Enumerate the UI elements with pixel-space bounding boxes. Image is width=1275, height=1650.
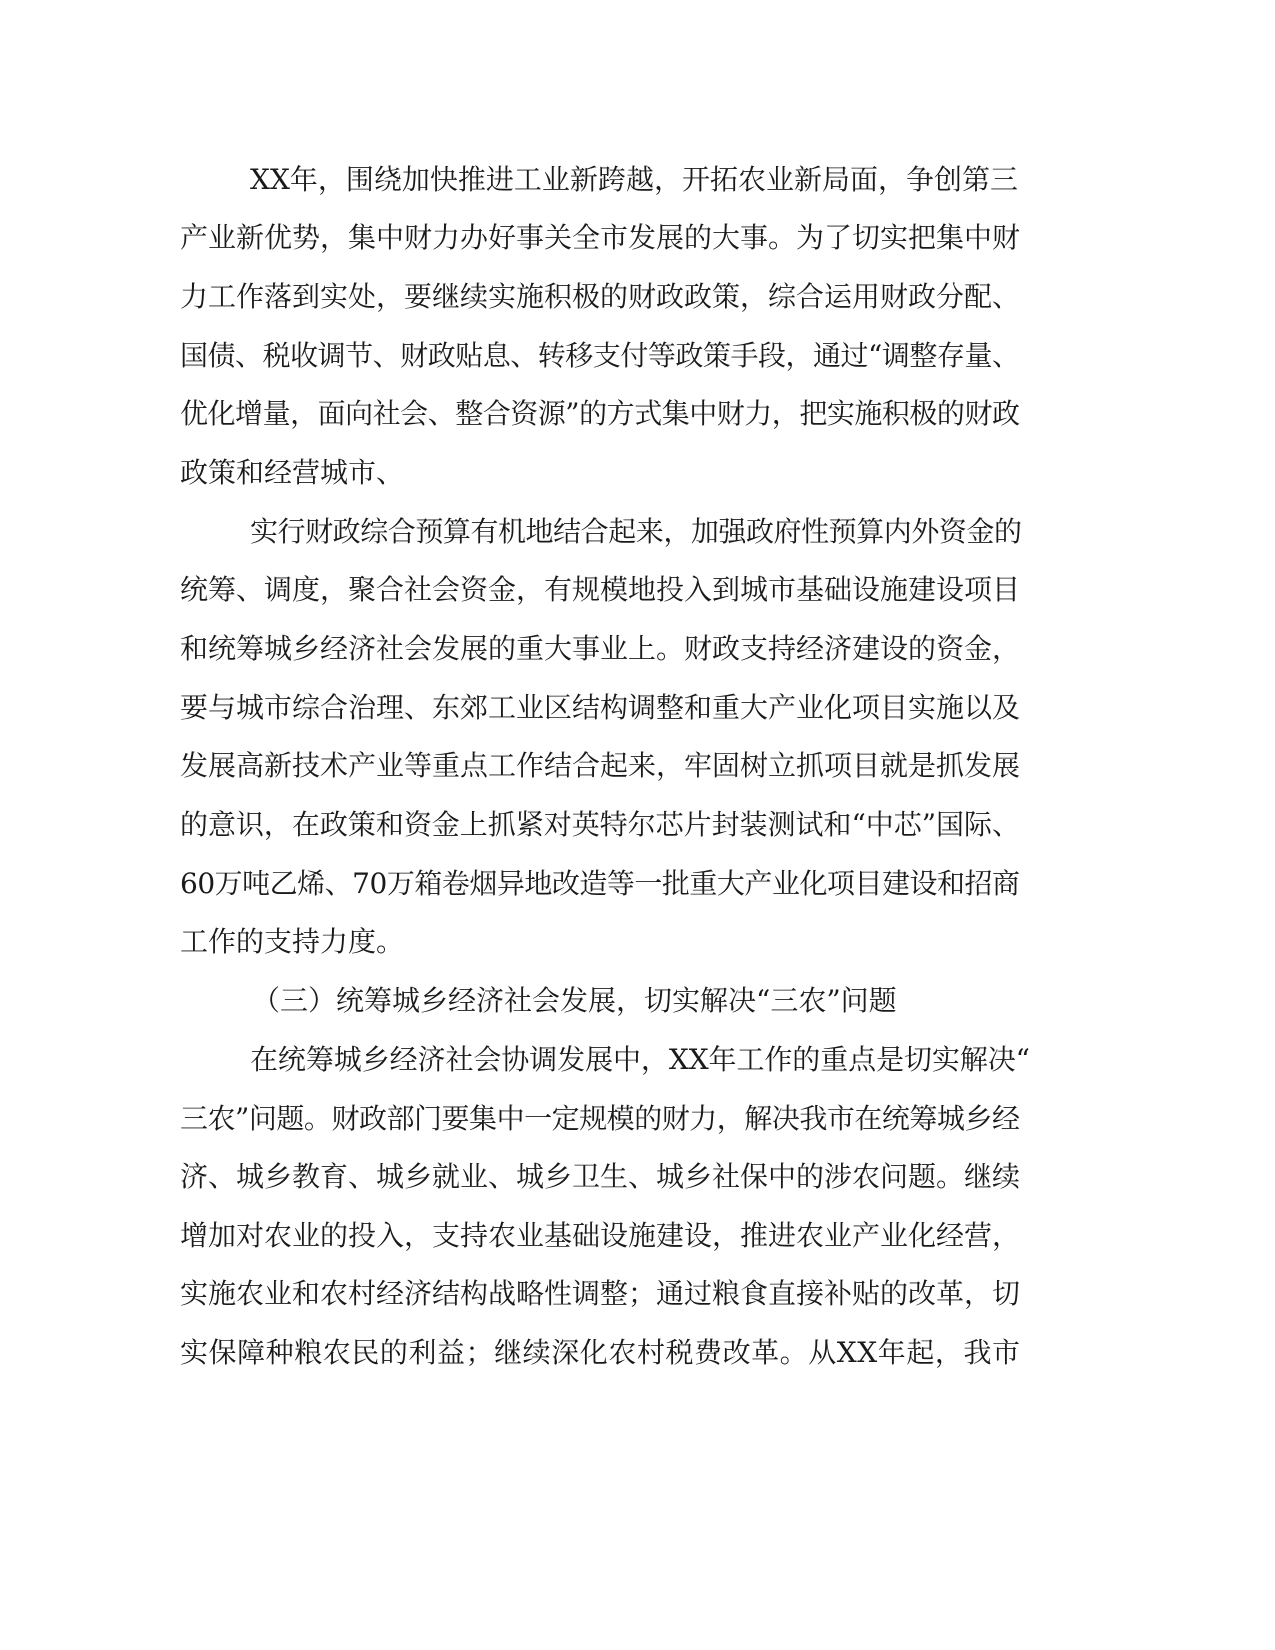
paragraph-2-line <box>0 862 1275 906</box>
paragraph-2-line <box>0 510 1275 554</box>
paragraph-2-line <box>0 920 1275 964</box>
paragraph-2-line <box>0 744 1275 788</box>
heading-text: （三）统筹城乡经济社会发展，切实解决“三农”问题 <box>252 984 897 1017</box>
text-line: 和统筹城乡经济社会发展的重大事业上。财政支持经济建设的资金， <box>180 632 1020 665</box>
section-heading <box>0 979 1275 1023</box>
text-line: 统筹、调度，聚合社会资金，有规模地投入到城市基础设施建设项目 <box>180 573 1020 606</box>
text-line: 发展高新技术产业等重点工作结合起来，牢固树立抓项目就是抓发展 <box>180 749 1020 782</box>
paragraph-1-line <box>0 158 1275 202</box>
paragraph-2-line <box>0 803 1275 847</box>
text-line: 增加对农业的投入，支持农业基础设施建设，推进农业产业化经营， <box>180 1219 1020 1252</box>
paragraph-1-line <box>0 275 1275 319</box>
paragraph-3-line <box>0 1155 1275 1199</box>
text-line: 实施农业和农村经济结构战略性调整；通过粮食直接补贴的改革，切 <box>180 1277 1020 1310</box>
paragraph-3-line <box>0 1331 1275 1375</box>
paragraph-2-line <box>0 627 1275 671</box>
paragraph-2-line <box>0 568 1275 612</box>
text-line: 产业新优势，集中财力办好事关全市发展的大事。为了切实把集中财 <box>180 221 1020 254</box>
text-line: 实保障种粮农民的利益；继续深化农村税费改革。从XX年起，我市 <box>180 1336 1021 1369</box>
text-line: XX年，围绕加快推进工业新跨越，开拓农业新局面，争创第三 <box>250 163 1019 196</box>
text-line: 力工作落到实处，要继续实施积极的财政政策，综合运用财政分配、 <box>180 280 1020 313</box>
text-line: 在统筹城乡经济社会协调发展中，XX年工作的重点是切实解决“ <box>250 1043 1030 1076</box>
paragraph-3-line <box>0 1272 1275 1316</box>
text-line: 三农”问题。财政部门要集中一定规模的财力，解决我市在统筹城乡经 <box>180 1102 1020 1135</box>
text-line: 60万吨乙烯、70万箱卷烟异地改造等一批重大产业化项目建设和招商 <box>180 867 1020 900</box>
paragraph-1-line <box>0 451 1275 495</box>
text-line: 的意识，在政策和资金上抓紧对英特尔芯片封装测试和“中芯”国际、 <box>180 808 1020 841</box>
paragraph-1-line <box>0 334 1275 378</box>
paragraph-3-line <box>0 1097 1275 1141</box>
text-line: 实行财政综合预算有机地结合起来，加强政府性预算内外资金的 <box>250 515 1022 548</box>
paragraph-1-line <box>0 392 1275 436</box>
text-line: 政策和经营城市、 <box>180 456 405 489</box>
paragraph-1-line <box>0 216 1275 260</box>
text-line: 国债、税收调节、财政贴息、转移支付等政策手段，通过“调整存量、 <box>180 339 1020 372</box>
paragraph-3-line <box>0 1214 1275 1258</box>
paragraph-2-line <box>0 686 1275 730</box>
paragraph-3-line <box>0 1038 1275 1082</box>
text-line: 济、城乡教育、城乡就业、城乡卫生、城乡社保中的涉农问题。继续 <box>180 1160 1020 1193</box>
text-line: 要与城市综合治理、东郊工业区结构调整和重大产业化项目实施以及 <box>180 691 1020 724</box>
text-line: 工作的支持力度。 <box>180 925 405 958</box>
text-line: 优化增量，面向社会、整合资源”的方式集中财力，把实施积极的财政 <box>180 397 1020 430</box>
